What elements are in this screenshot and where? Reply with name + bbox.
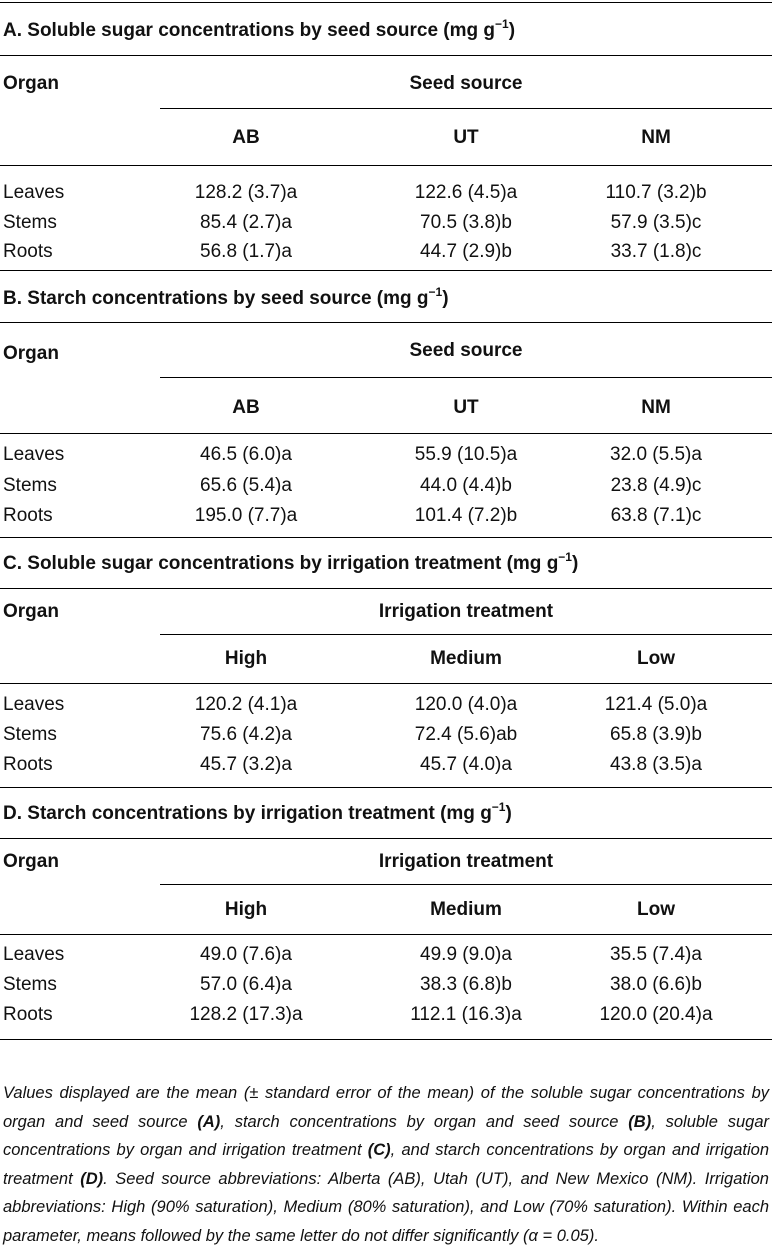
table-row-label: Leaves <box>3 694 65 715</box>
table-cell: 120.2 (4.1)a <box>194 694 298 715</box>
section-a-rule-top <box>0 55 772 56</box>
table-cell: 45.7 (4.0)a <box>420 754 512 775</box>
section-d-col-header: High <box>224 899 268 920</box>
section-a-group-rule <box>160 108 772 109</box>
section-c-col-header: High <box>224 648 268 669</box>
section-c-col-header: Low <box>637 648 675 669</box>
table-cell: 44.7 (2.9)b <box>420 241 512 262</box>
section-a-title: A. Soluble sugar concentrations by seed source (mg $g^{-1}$) <box>3 16 516 41</box>
table-cell: 112.1 (16.3)a <box>410 1004 522 1025</box>
table-cell: 85.4 (2.7)a <box>200 212 292 233</box>
section-d-group-header: Irrigation treatment <box>378 851 554 872</box>
section-b-organ-header: Organ <box>3 343 59 364</box>
table-cell: 75.6 (4.2)a <box>200 724 292 745</box>
table-cell: 38.0 (6.6)b <box>610 974 702 995</box>
table-cell: 43.8 (3.5)a <box>610 754 702 775</box>
table-row-label: Leaves <box>3 182 65 203</box>
table-cell: 49.9 (9.0)a <box>420 944 512 965</box>
table-row-label: Stems <box>3 724 57 745</box>
section-a-group-header: Seed source <box>409 73 523 94</box>
table-cell: 121.4 (5.0)a <box>604 694 708 715</box>
section-a-col-header: AB <box>232 127 260 148</box>
table-row-label: Leaves <box>3 444 65 465</box>
table-row-label: Stems <box>3 974 57 995</box>
section-c-header-rule <box>0 683 772 684</box>
section-c-col-header: Medium <box>430 648 502 669</box>
table-footnote: Values displayed are the mean (± standard error of the mean) of the soluble sugar concentrations by organ and seed source (A), starch concentrations by organ and seed source (B), soluble sugar concentrations by organ and irrigation treatment (C), and starch concentrations by organ and irrigation treatment (D). Seed source abbreviations: Alberta (AB), Utah (UT), and New Mexico (NM). Irrigation abbreviations: High (90% saturation), Medium (80% saturation), and Low (70% saturation). Within each parameter, means followed by the same letter do not differ significantly (α = 0.05). <box>3 1084 770 1245</box>
section-d-col-header: Medium <box>430 899 502 920</box>
table-row-label: Roots <box>3 1004 53 1025</box>
table-cell: 56.8 (1.7)a <box>200 241 292 262</box>
table-cell: 57.9 (3.5)c <box>610 212 702 233</box>
table-cell: 72.4 (5.6)ab <box>414 724 518 745</box>
section-a-col-header: NM <box>641 127 671 148</box>
section-b-col-header: AB <box>232 397 260 418</box>
section-b-col-header: NM <box>641 397 671 418</box>
table-cell: 120.0 (20.4)a <box>599 1004 713 1025</box>
table-row-label: Roots <box>3 754 53 775</box>
section-b-header-rule <box>0 433 772 434</box>
table-cell: 122.6 (4.5)a <box>414 182 518 203</box>
table-cell: 44.0 (4.4)b <box>420 475 512 496</box>
table-cell: 128.2 (17.3)a <box>189 1004 303 1025</box>
section-c-group-header: Irrigation treatment <box>378 601 554 622</box>
table-cell: 46.5 (6.0)a <box>200 444 292 465</box>
table-cell: 101.4 (7.2)b <box>414 505 518 526</box>
section-a-bottom-rule <box>0 270 772 271</box>
table-row-label: Roots <box>3 241 53 262</box>
section-c-bottom-rule <box>0 787 772 788</box>
table-cell: 45.7 (3.2)a <box>200 754 292 775</box>
table-bottom-rule <box>0 1039 772 1040</box>
table-cell: 35.5 (7.4)a <box>610 944 702 965</box>
section-b-rule-top <box>0 322 772 323</box>
table-row-label: Stems <box>3 475 57 496</box>
section-b-title: B. Starch concentrations by seed source (mg $g^{-1}$) <box>3 284 449 309</box>
table-cell: 65.8 (3.9)b <box>610 724 702 745</box>
table-cell: 38.3 (6.8)b <box>420 974 512 995</box>
section-b-col-header: UT <box>453 397 479 418</box>
table-cell: 57.0 (6.4)a <box>200 974 292 995</box>
section-c-rule-top <box>0 588 772 589</box>
table-cell: 120.0 (4.0)a <box>414 694 518 715</box>
section-b-bottom-rule <box>0 537 772 538</box>
section-c-group-rule <box>160 634 772 635</box>
table-cell: 110.7 (3.2)b <box>605 182 707 203</box>
section-a-header-rule <box>0 165 772 166</box>
table-cell: 23.8 (4.9)c <box>610 475 702 496</box>
table-cell: 32.0 (5.5)a <box>610 444 702 465</box>
section-b-group-rule <box>160 377 772 378</box>
section-b-group-header: Seed source <box>409 340 523 361</box>
table-cell: 128.2 (3.7)a <box>194 182 298 203</box>
section-a-col-header: UT <box>453 127 479 148</box>
table-cell: 55.9 (10.5)a <box>414 444 518 465</box>
table-cell: 195.0 (7.7)a <box>194 505 298 526</box>
section-d-title: D. Starch concentrations by irrigation treatment (mg $g^{-1}$) <box>3 799 512 824</box>
top-rule <box>0 2 772 3</box>
section-d-rule-top <box>0 838 772 839</box>
section-d-header-rule <box>0 934 772 935</box>
section-c-organ-header: Organ <box>3 601 59 622</box>
table-cell: 70.5 (3.8)b <box>420 212 512 233</box>
table-row-label: Stems <box>3 212 57 233</box>
table-cell: 65.6 (5.4)a <box>200 475 292 496</box>
section-c-title: C. Soluble sugar concentrations by irrigation treatment (mg $g^{-1}$) <box>3 549 579 574</box>
section-a-organ-header: Organ <box>3 73 59 94</box>
section-d-organ-header: Organ <box>3 851 59 872</box>
table-cell: 49.0 (7.6)a <box>200 944 292 965</box>
table-row-label: Leaves <box>3 944 65 965</box>
table-row-label: Roots <box>3 505 53 526</box>
table-cell: 33.7 (1.8)c <box>610 241 702 262</box>
section-d-group-rule <box>160 884 772 885</box>
table-cell: 63.8 (7.1)c <box>610 505 702 526</box>
section-d-col-header: Low <box>637 899 675 920</box>
